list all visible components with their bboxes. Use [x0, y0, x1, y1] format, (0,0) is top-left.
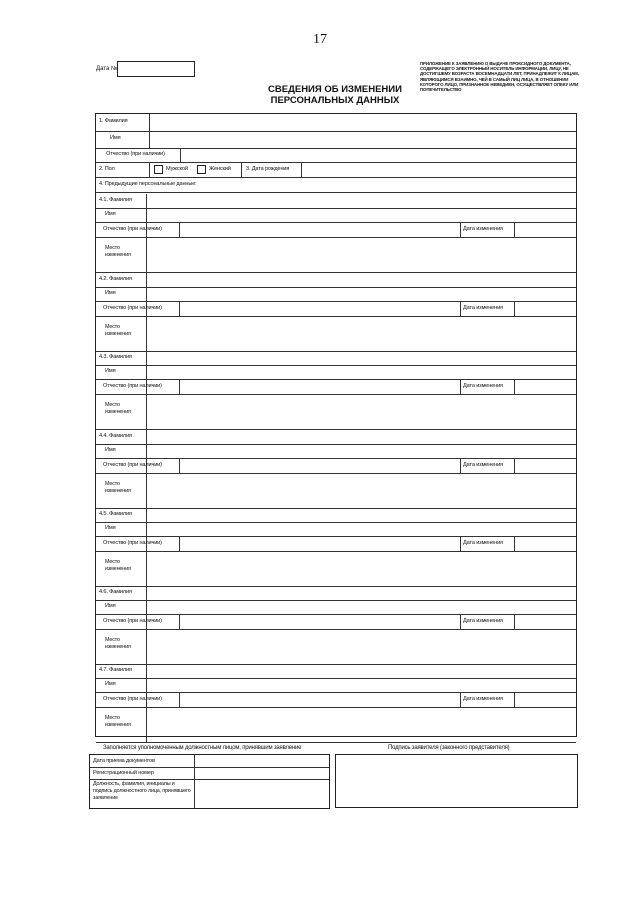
entry-patronymic-label: Отчество (при наличии) [103, 540, 162, 546]
personal-data-form [95, 113, 577, 737]
entry-surname-label: 4.7. Фамилия [99, 667, 132, 673]
date-number-label: Дата № [96, 66, 118, 72]
entry-patronymic-label: Отчество (при наличии) [103, 305, 162, 311]
entry-place-field[interactable] [147, 552, 575, 585]
entry-change-date-label: Дата изменения [463, 462, 503, 468]
applicant-signature-field[interactable] [335, 754, 578, 808]
applicant-signature-header: Подпись заявителя (законного представителя) [388, 745, 510, 751]
male-checkbox[interactable] [154, 165, 163, 174]
entry-change-date-field[interactable] [515, 223, 575, 236]
registration-number-field[interactable] [195, 768, 329, 779]
entry-patronymic-field[interactable] [180, 302, 459, 315]
entry-change-date-label: Дата изменения [463, 383, 503, 389]
entry-patronymic-field[interactable] [180, 380, 459, 393]
official-table [89, 754, 330, 809]
entry-place-label-line2: изменения [105, 331, 131, 337]
entry-patronymic-field[interactable] [180, 615, 459, 628]
entry-place-label-line2: изменения [105, 566, 131, 572]
official-signature-label: Должность, фамилия, инициалы и подпись должностного лица, принявшего заявление [93, 781, 191, 801]
entry-place-label-line1: Место [105, 245, 120, 251]
entry-place-field[interactable] [147, 708, 575, 741]
entry-place-label-line1: Место [105, 402, 120, 408]
entry-name-label: Имя [105, 681, 116, 687]
entry-change-date-field[interactable] [515, 537, 575, 550]
entry-name-field[interactable] [147, 288, 575, 300]
form-title-line1: СВЕДЕНИЯ ОБ ИЗМЕНЕНИИ [268, 84, 402, 95]
entry-patronymic-label: Отчество (при наличии) [103, 462, 162, 468]
entry-patronymic-label: Отчество (при наличии) [103, 696, 162, 702]
entry-place-label-line1: Место [105, 559, 120, 565]
entry-name-field[interactable] [147, 445, 575, 457]
entry-change-date-label: Дата изменения [463, 618, 503, 624]
entry-surname-field[interactable] [147, 509, 575, 521]
entry-place-label-line2: изменения [105, 488, 131, 494]
entry-surname-label: 4.5. Фамилия [99, 511, 132, 517]
entry-surname-field[interactable] [147, 274, 575, 286]
entry-place-label-line2: изменения [105, 722, 131, 728]
entry-patronymic-label: Отчество (при наличии) [103, 383, 162, 389]
patronymic-label: Отчество (при наличии) [106, 151, 165, 157]
entry-place-label [105, 637, 131, 651]
entry-place-label-line1: Место [105, 481, 120, 487]
entry-name-field[interactable] [147, 523, 575, 535]
previous-data-label: 4. Предыдущие персональные данные: [99, 181, 197, 187]
entry-place-label-line2: изменения [105, 252, 131, 258]
entry-surname-field[interactable] [147, 587, 575, 599]
entry-name-label: Имя [105, 368, 116, 374]
entry-place-field[interactable] [147, 630, 575, 663]
entry-change-date-label: Дата изменения [463, 226, 503, 232]
entry-change-date-field[interactable] [515, 302, 575, 315]
entry-surname-label: 4.6. Фамилия [99, 589, 132, 595]
date-number-field[interactable] [117, 61, 195, 77]
entry-surname-label: 4.1. Фамилия [99, 197, 132, 203]
entry-change-date-field[interactable] [515, 615, 575, 628]
entry-surname-label: 4.4. Фамилия [99, 433, 132, 439]
entry-place-label [105, 402, 131, 416]
entry-name-label: Имя [105, 290, 116, 296]
entry-place-label [105, 324, 131, 338]
entry-patronymic-label: Отчество (при наличии) [103, 618, 162, 624]
entry-place-label-line2: изменения [105, 409, 131, 415]
receipt-date-field[interactable] [195, 755, 329, 767]
official-signature-field[interactable] [195, 780, 329, 808]
entry-change-date-field[interactable] [515, 693, 575, 706]
name-label: Имя [110, 135, 121, 141]
entry-place-field[interactable] [147, 238, 575, 271]
entry-patronymic-field[interactable] [180, 693, 459, 706]
entry-patronymic-field[interactable] [180, 223, 459, 236]
entry-surname-label: 4.2. Фамилия [99, 276, 132, 282]
entry-place-label [105, 559, 131, 573]
entry-surname-field[interactable] [147, 195, 575, 207]
sex-label: 2. Пол [99, 166, 115, 172]
surname-label: 1. Фамилия [99, 118, 128, 124]
entry-place-label-line1: Место [105, 324, 120, 330]
entry-name-label: Имя [105, 211, 116, 217]
entry-name-label: Имя [105, 603, 116, 609]
entry-change-date-field[interactable] [515, 380, 575, 393]
entry-name-field[interactable] [147, 209, 575, 221]
entry-place-label [105, 481, 131, 495]
entry-surname-field[interactable] [147, 352, 575, 364]
entry-surname-field[interactable] [147, 431, 575, 443]
entry-change-date-label: Дата изменения [463, 305, 503, 311]
entry-patronymic-field[interactable] [180, 537, 459, 550]
entry-place-field[interactable] [147, 474, 575, 507]
entry-surname-label: 4.3. Фамилия [99, 354, 132, 360]
official-section-header: Заполняется уполномоченным должностным лицом, принявшим заявление [103, 745, 302, 751]
entry-surname-field[interactable] [147, 665, 575, 677]
header-note: ПРИЛОЖЕНИЕ К ЗАЯВЛЕНИЮ О ВЫДАЧЕ ПРОКСИДНОГО ДОКУМЕНТА, СОДЕРЖАЩЕГО ЭЛЕКТРОННЫЙ НОСИТЕЛЬ ИНФОРМАЦИИ, ЛИЦУ, НЕ ДОСТИГШЕМУ ВОЗРАСТА ВОСЕМНАДЦАТИ ЛЕТ, ПРИНАДЛЕЖИТ К ЛИЦАМ, ЯВЛЯЮЩИМСЯ ВЗАИМНО, ЧЕЙ В САМЫЙ ЛИЦ ЛИЦА, В ОТНОШЕНИИ КОТОРОГО ЛИЦО, ПРИЗНАННОЕ НЕВЕДИЕН, ОСУЩЕСТВЛЯЕТ ОПЕКУ ИЛИ ПОПЕЧИТЕЛЬСТВО [420, 61, 579, 93]
entry-change-date-field[interactable] [515, 459, 575, 472]
form-title [255, 84, 415, 106]
entry-patronymic-field[interactable] [180, 459, 459, 472]
entry-place-label [105, 245, 131, 259]
entry-patronymic-label: Отчество (при наличии) [103, 226, 162, 232]
entry-name-label: Имя [105, 525, 116, 531]
page-number: 17 [313, 32, 327, 47]
entry-change-date-label: Дата изменения [463, 540, 503, 546]
birth-date-label: 3. Дата рождения [246, 166, 290, 172]
entry-name-label: Имя [105, 447, 116, 453]
male-label: Мужской [166, 166, 188, 172]
entry-place-field[interactable] [147, 395, 575, 428]
entry-name-field[interactable] [147, 366, 575, 378]
female-label: Женский [209, 166, 231, 172]
receipt-date-label: Дата приема документов [93, 758, 155, 764]
entry-change-date-label: Дата изменения [463, 696, 503, 702]
female-checkbox[interactable] [197, 165, 206, 174]
entry-place-label-line2: изменения [105, 644, 131, 650]
entry-name-field[interactable] [147, 679, 575, 691]
entry-place-field[interactable] [147, 317, 575, 350]
entry-name-field[interactable] [147, 601, 575, 613]
entry-place-label-line1: Место [105, 715, 120, 721]
entry-place-label-line1: Место [105, 637, 120, 643]
registration-number-label: Регистрационный номер [93, 770, 154, 776]
entry-place-label [105, 715, 131, 729]
form-title-line2: ПЕРСОНАЛЬНЫХ ДАННЫХ [270, 95, 400, 106]
